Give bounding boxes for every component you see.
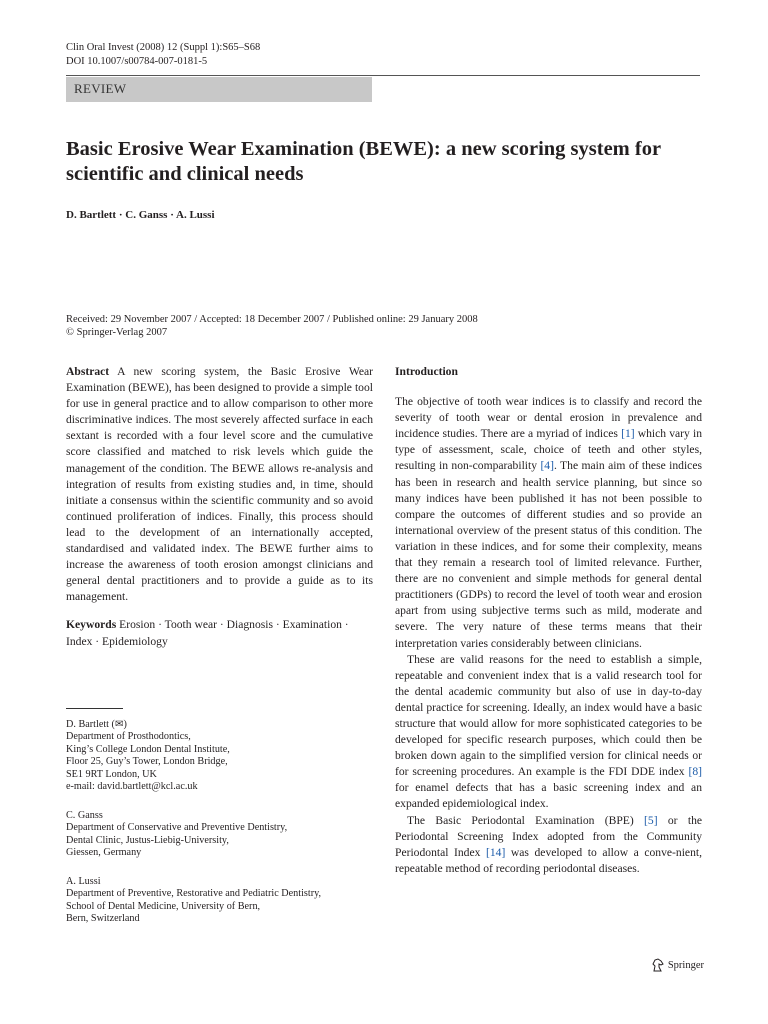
email-link[interactable]: e-mail: david.bartlett@kcl.ac.uk (66, 781, 198, 793)
affiliation-lussi (66, 876, 386, 926)
affiliation-line: Giessen, Germany (66, 847, 142, 859)
paragraph-text: which vary in type of assessment, scale, choice of teeth and other styles, resulting in non-comparability (395, 427, 702, 473)
citation-link[interactable]: [8] (688, 765, 702, 779)
affiliation-line: Department of Prosthodontics, (66, 731, 191, 743)
keywords (66, 617, 373, 649)
introduction-paragraph-2 (395, 652, 702, 813)
paragraph-text: was developed to allow a conve-nient, repeatable method of recording periodontal diseases. (395, 845, 702, 875)
publication-dates: Received: 29 November 2007 / Accepted: 18 December 2007 / Published online: 29 January 2008 (66, 314, 478, 325)
copyright: © Springer-Verlag 2007 (66, 327, 168, 338)
paragraph-text: The objective of tooth wear indices is to classify and record the severity of tooth wear or dental erosion in prevalence and incidence studies. There are a myriad of indices (395, 395, 702, 441)
abstract (66, 364, 373, 605)
affiliation-line: A. Lussi (66, 876, 101, 887)
paragraph-text: These are valid reasons for the need to establish a simple, repeatable and convenient index that is a valid research tool for the dental academic community but also of use in day-to-day dental practice for screening. Ideally, an index would have a basic structure that would allow for more sophisticated categories to be developed for specific research purposes, which could then be broken down again to the simplified version for clinical needs or for screening procedures. An example is the FDI DDE index (395, 652, 702, 779)
affiliation-line: Dental Clinic, Justus-Liebig-University, (66, 834, 229, 846)
article-title: Basic Erosive Wear Examination (BEWE): a new scoring system for scientific and clinical needs (66, 138, 661, 185)
keywords-label: Keywords (66, 618, 117, 632)
citation-link[interactable]: [4] (540, 459, 554, 473)
introduction-paragraph-3 (395, 813, 702, 877)
doi: DOI 10.1007/s00784-007-0181-5 (66, 56, 208, 67)
affiliation-line: SE1 9RT London, UK (66, 768, 157, 780)
citation-link[interactable]: [5] (644, 813, 658, 827)
abstract-label: Abstract (66, 365, 110, 378)
section-label: REVIEW (74, 81, 127, 96)
citation-link[interactable]: [14] (486, 845, 506, 859)
affiliation-line: King’s College London Dental Institute, (66, 743, 230, 755)
keywords-text: Erosion · Tooth wear · Diagnosis · Examination · Index · Epidemiology (66, 618, 349, 648)
affiliation-bartlett (66, 719, 386, 793)
paragraph-text: . The main aim of these indices has been in research and health service planning, but since so many indices have been published it has not been possible to compare the outcomes of different studies and so provide an international overview of the present status of this condition. The variation in these indices, and for some their complexity, means that they remain a research tool of limited relevance. Further, there are no convenient and simple methods for general dental practitioners (GDPs) to record the level of tooth wear and erosion apart from using subjective terms such as mild, moderate and severe. The very nature of these terms means that their interpretation varies considerably between clinicians. (395, 459, 702, 650)
header-rule (66, 75, 700, 76)
journal-citation: Clin Oral Invest (2008) 12 (Suppl 1):S65–S68 (66, 42, 261, 53)
right-column (395, 364, 702, 877)
paragraph-text: for enamel defects that has a basic screening index and an expanded epidemiological index. (395, 781, 702, 811)
springer-horse-icon (651, 958, 665, 972)
publisher-logo (651, 958, 704, 972)
affiliation-line: Floor 25, Guy’s Tower, London Bridge, (66, 756, 228, 768)
footnote-rule (66, 708, 123, 709)
affiliation-ganss (66, 810, 386, 860)
citation-link[interactable]: [1] (621, 427, 635, 441)
affiliation-line: School of Dental Medicine, University of Bern, (66, 900, 261, 912)
paragraph-text: The Basic Periodontal Examination (BPE) (407, 813, 645, 827)
affiliation-line: D. Bartlett (✉) (66, 719, 127, 730)
affiliation-line: Department of Conservative and Preventive Dentistry, (66, 822, 288, 834)
introduction-heading: Introduction (395, 365, 458, 378)
authors: D. Bartlett · C. Ganss · A. Lussi (66, 209, 215, 221)
affiliation-line: Bern, Switzerland (66, 913, 140, 925)
introduction-paragraph-1 (395, 394, 702, 652)
publisher-name: Springer (667, 959, 704, 971)
abstract-text: A new scoring system, the Basic Erosive Wear Examination (BEWE), has been designed to provide a simple tool for use in general practice and to allow comparison to other more discriminative indices. The most severely affected surface in each sextant is recorded with a four level score and the cumulative score classified and matched to risk levels which guide the management of the condition. The BEWE allows re-analysis and integration of results from existing studies and, in time, should initiate a consensus within the scientific community and so avoid continued proliferation of indices. Finally, this process should lead to the development of an internationally accepted, standardised and validated index. The BEWE further aims to increase the awareness of tooth erosion amongst clinicians and general dental practitioners and to provide a guide as to its management. (66, 365, 373, 604)
paragraph-text: or the Periodontal Screening Index adopted from the Community Periodontal Index (395, 813, 703, 859)
affiliation-line: Department of Preventive, Restorative and Pediatric Dentistry, (66, 888, 322, 900)
left-column (66, 364, 373, 650)
affiliation-line: C. Ganss (66, 810, 103, 821)
